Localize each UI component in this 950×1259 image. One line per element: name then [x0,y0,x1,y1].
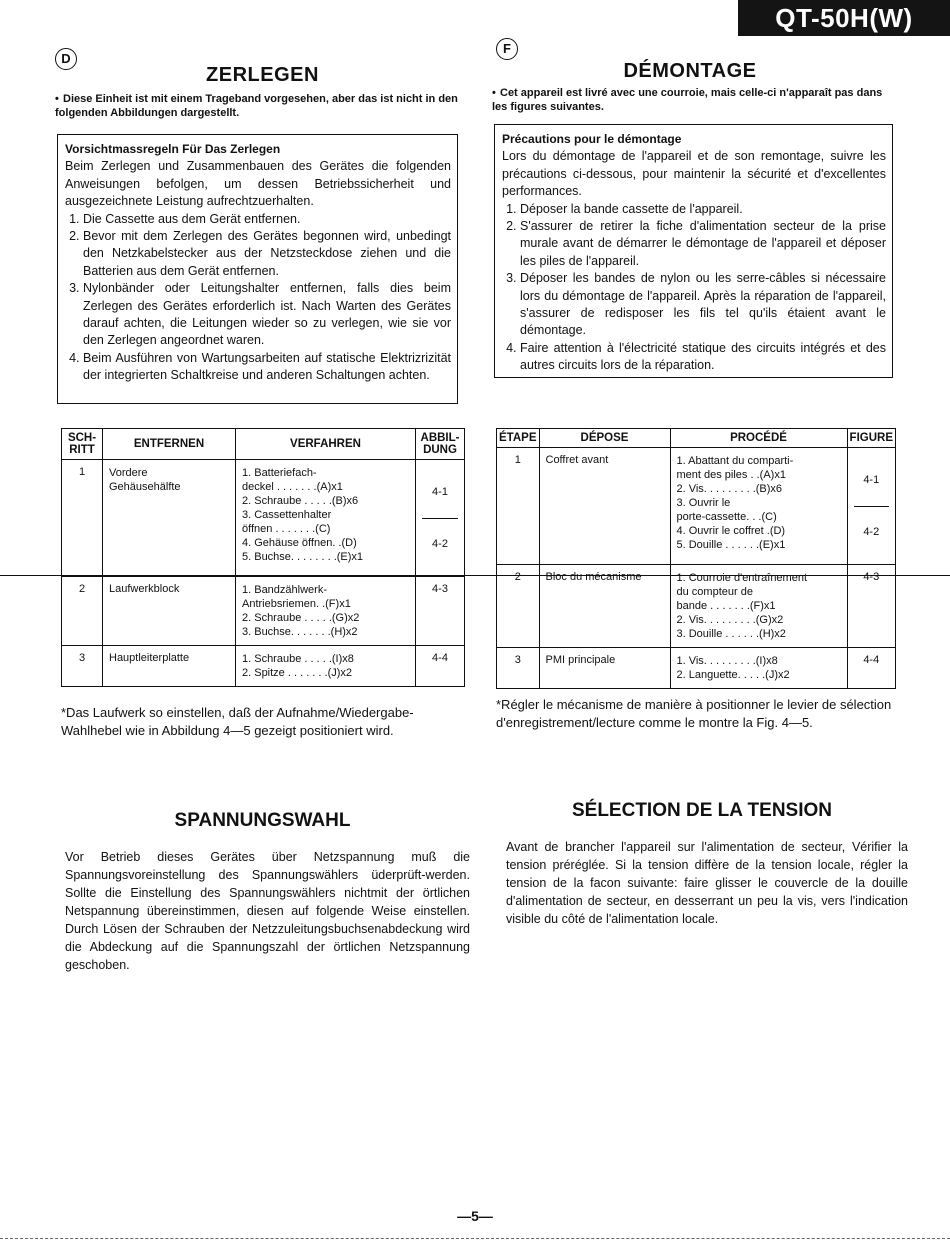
german-table-wrap [61,428,465,687]
french-voltage-text: Avant de brancher l'appareil sur l'alimentation de secteur, Vérifier la tension préréglée. Si la tension diffère de la tension locale, régler la tension de la facon suivante: faire glisser le couvercle de la douille d'alimentation de secteur, en desserrant un peu la vis, vers l'indication visible du côté de l'alimentation locale. [506,840,908,926]
german-badge: D [55,48,77,70]
french-precautions-text: Lors du démontage de l'appareil et de son remontage, suivre les précautions ci-dessous, pour maintenir la sécurité et d'excellentes performances. [502,149,886,199]
table-row [497,648,896,689]
german-row3-figure: 4-4 [416,646,465,687]
german-precautions-text: Beim Zerlegen und Zusammenbauen des Gerätes die folgenden Anweisungen befolgen, um dessen Betriebssicherheit und ausgezeichnete Leistung aufrechtzuerhalten. [65,159,451,209]
french-row1-part: Coffret avant [539,448,670,565]
german-voltage-text: Vor Betrieb dieses Gerätes über Netzspannung muß die Spannungsvoreinstellung des Spannungswählers üderprüft-werden. Sollte die Einstellung des Spannungswählers nichtmit der örtlichen Netspannung übereinstimmen, diesen auf folgende Weise einstellen. Durch Lösen der Schrauben der Netzzuleitungsbuchsenabdeckung wird die Abdeckung auf die Spannungszahl der örtlichen Netzspannung geschoben. [65,850,470,972]
table-row [497,448,896,565]
french-row1-fig-b: 4-2 [863,526,880,539]
french-disassembly-table [496,428,896,689]
german-row2-figure: 4-3 [416,577,465,646]
table-row [497,565,896,648]
german-row3-procedure: 1. Schraube . . . . .(I)x8 2. Spitze . . . . . . .(J)x2 [236,646,416,687]
model-tag: QT-50H(W) [738,0,950,36]
german-precaution-2: 2. Bevor mit dem Zerlegen des Gerätes begonnen wird, unbedingt den Netzkabelstecker aus der Netzsteckdose ziehen und die Batterien aus dem Gerät entfernen. [83,228,451,280]
french-header-figure: FIGURE [847,429,895,448]
german-precaution-1: 1. Die Cassette aus dem Gerät entfernen. [83,211,451,228]
french-table-wrap [496,428,896,689]
german-header-figure: ABBIL- DUNG [416,429,465,460]
scan-cut-line [0,575,950,576]
french-row2-figure: 4-3 [847,565,895,648]
french-title: DÉMONTAGE [623,60,757,82]
german-row2-step: 2 [62,577,103,646]
german-voltage-title: SPANNUNGSWAHL [174,810,351,831]
german-row2-part: Laufwerkblock [103,577,236,646]
table-row [62,646,465,687]
french-header-procedure: PROCÉDÉ [670,429,847,448]
french-precaution-1: 1. Déposer la bande cassette de l'appareil. [520,201,886,218]
french-row2-procedure: 1. Courroie d'entraînement du compteur de bande . . . . . . .(F)x1 2. Vis. . . . . . . . .(G)x2 3. Douille . . . . . .(H)x2 [670,565,847,648]
french-intro-text: Cet appareil est livré avec une courroie, mais celle-ci n'apparaît pas dans les figures suivantes. [492,87,883,113]
page-number: —5— [457,1208,493,1224]
french-row1-fig-a: 4-1 [854,454,889,507]
german-precaution-4: 4. Beim Ausführen von Wartungsarbeiten auf statische Elektrizrizität der integrierten Schaltkreise und anderen Schaltungen achten. [83,350,451,385]
german-disassembly-table [61,428,465,687]
german-row1-step: 1 [62,460,103,577]
german-row1-fig-a: 4-1 [422,466,458,519]
french-row3-procedure: 1. Vis. . . . . . . . .(I)x8 2. Languette. . . . .(J)x2 [670,648,847,689]
french-precaution-3: 3. Déposer les bandes de nylon ou les serre-câbles si nécessaire lors du démontage de l'appareil. Après la réparation de l'appareil, s'assurer de redisposer les fils tel qu'ils étaient avant le démontage. [520,270,886,340]
table-row [62,460,465,577]
french-badge: F [496,38,518,60]
german-header-part: ENTFERNEN [103,429,236,460]
german-header-step: SCH- RITT [62,429,103,460]
french-row1-figures [847,448,895,565]
french-row3-step: 3 [497,648,540,689]
german-table-note: *Das Laufwerk so einstellen, daß der Aufnahme/Wiedergabe-Wahlhebel wie in Abbildung 4—5 gezeigt positioniert wird. [61,705,414,738]
german-title: ZERLEGEN [206,64,319,86]
french-precaution-4: 4. Faire attention à l'électricité statique des circuits intégrés et des autres circuits lors de la réparation. [520,340,886,375]
french-table-note: *Régler le mécanisme de manière à positionner le levier de sélection d'enregistrement/lecture comme le montre la Fig. 4—5. [496,697,892,730]
french-voltage-title: SÉLECTION DE LA TENSION [571,800,833,821]
german-row2-procedure: 1. Bandzählwerk- Antriebsriemen. .(F)x1 2. Schraube . . . . .(G)x2 3. Buchse. . . . . . .(H)x2 [236,577,416,646]
french-header-part: DÉPOSE [539,429,670,448]
german-row1-part: Vordere Gehäusehälfte [103,460,236,577]
french-row1-step: 1 [497,448,540,565]
german-row1-figures [416,460,465,577]
french-intro: • Cet appareil est livré avec une courroie, mais celle-ci n'apparaît pas dans les figures suivantes. [492,87,883,113]
german-precautions-box [57,134,458,404]
german-precautions-title: Vorsichtmassregeln Für Das Zerlegen [65,142,281,156]
french-row1-procedure: 1. Abattant du comparti- ment des piles . .(A)x1 2. Vis. . . . . . . . .(B)x6 3. Ouvrir le porte-cassette. . .(C) 4. Ouvrir le coffret .(D) 5. Douille . . . . . .(E)x1 [670,448,847,565]
german-row1-fig-b: 4-2 [432,538,448,551]
german-intro-text: Diese Einheit ist mit einem Trageband vorgesehen, aber das ist nicht in den folgenden Abbildungen dargestellt. [55,93,458,119]
french-precaution-2: 2. S'assurer de retirer la fiche d'alimentation secteur de la prise murale avant de démarrer le démontage de l'appareil et déposer les piles de l'appareil. [520,218,886,270]
german-row1-procedure: 1. Batteriefach- deckel . . . . . . .(A)x1 2. Schraube . . . . .(B)x6 3. Cassettenhalter öffnen . . . . . . .(C) 4. Gehäuse öffnen. .(D) 5. Buchse. . . . . . . .(E)x1 [236,460,416,577]
french-header-step: ÉTAPE [497,429,540,448]
french-precautions-title: Précautions pour le démontage [502,132,682,146]
french-row3-part: PMI principale [539,648,670,689]
bottom-rule [0,1238,950,1239]
table-row [62,577,465,646]
german-intro: • Diese Einheit ist mit einem Trageband vorgesehen, aber das ist nicht in den folgenden Abbildungen dargestellt. [55,93,458,119]
french-row2-step: 2 [497,565,540,648]
german-header-procedure: VERFAHREN [236,429,416,460]
german-row3-part: Hauptleiterplatte [103,646,236,687]
german-precaution-3: 3. Nylonbänder oder Leitungshalter entfernen, falls dies beim Zerlegen des Gerätes erforderlich ist. Nach Warten des Gerätes darauf achten, die Leitungen wieder so zu verlegen, wie sie vor den Zerlegen angeordnet waren. [83,280,451,350]
french-row3-figure: 4-4 [847,648,895,689]
french-precautions-box [494,124,893,378]
german-row3-step: 3 [62,646,103,687]
french-row2-part: Bloc du mécanisme [539,565,670,648]
